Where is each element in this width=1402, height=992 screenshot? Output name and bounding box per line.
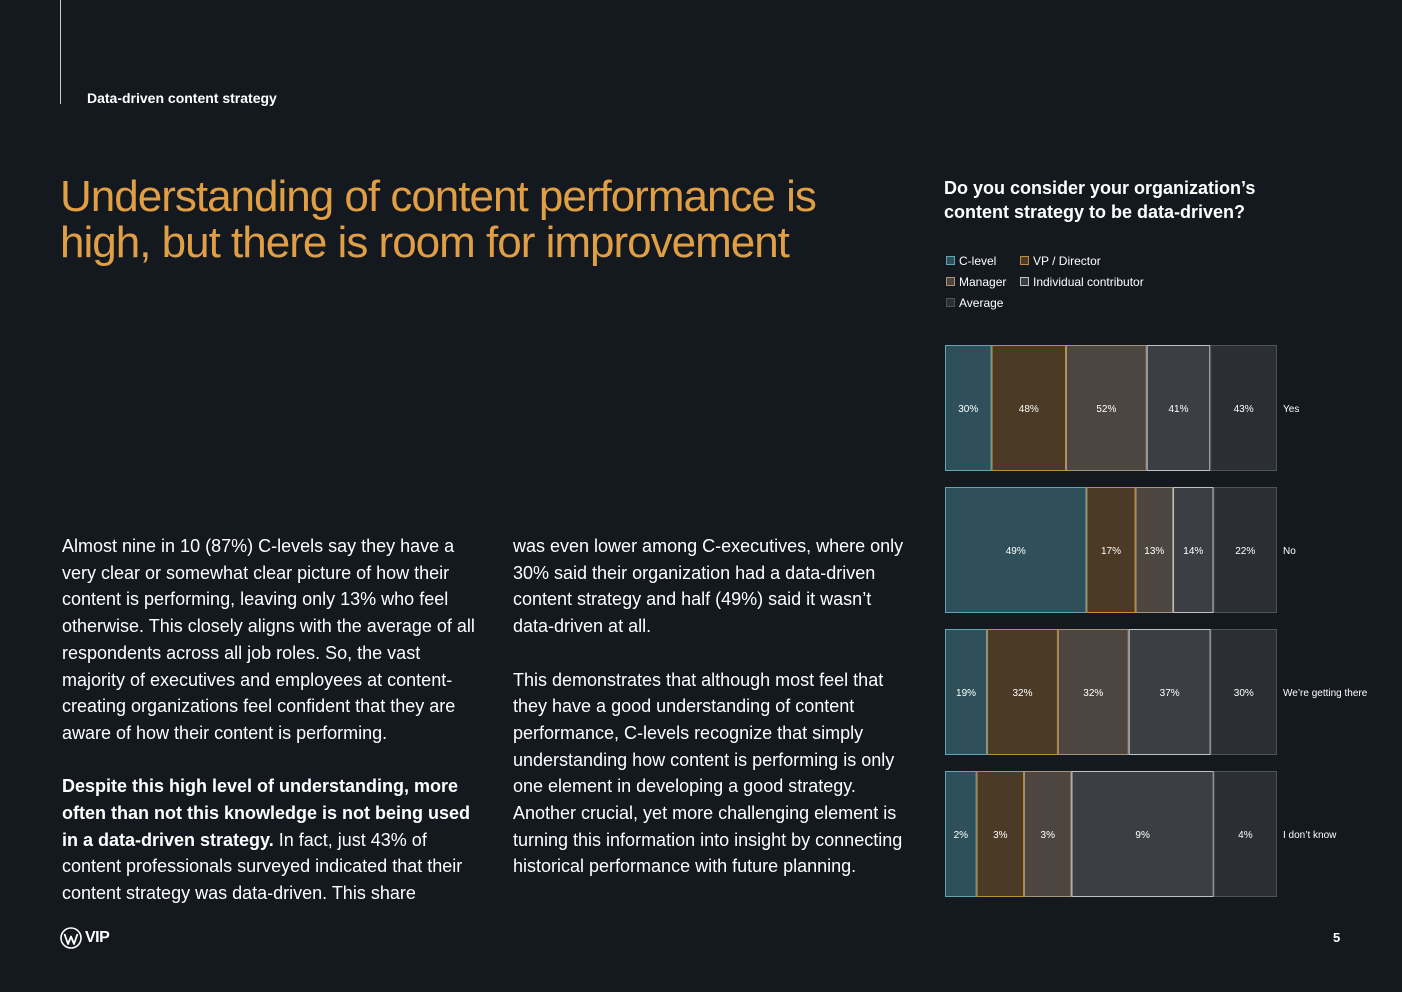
data-label: 32% [1012,688,1033,699]
category-label: Yes [1283,404,1300,415]
legend-label: Individual contributor [1033,274,1144,289]
category-label: No [1283,546,1296,557]
body-emphasis: Despite this high level of understanding, more often than not this knowledge is not being used in a data-driven strategy. [62,776,470,850]
data-label: 3% [993,830,1008,841]
footer-logo [60,927,109,949]
section-label: Data-driven content strategy [87,90,277,106]
legend-label: VP / Director [1033,253,1101,268]
category-label: We’re getting there [1283,688,1368,699]
body-paragraph: Almost nine in 10 (87%) C-levels say they have a very clear or somewhat clear picture of how their content is performing, leaving only 13% who feel otherwise. This closely aligns with the average of all respondents across all job roles. So, the vast majority of executives and employees at content-creating organizations feel confident that they are aware of how their content is performing. [62,536,475,743]
data-label: 3% [1040,830,1055,841]
data-label: 14% [1183,546,1204,557]
data-label: 52% [1096,404,1117,415]
body-paragraph: This demonstrates that although most feel that they have a good understanding of content performance, C-levels recognize that simply understanding how content is performing is only one element in developing a good strategy. Another crucial, yet more challenging element is turning this information into insight by connecting historical performance with future planning. [513,669,903,877]
data-label: 37% [1159,688,1180,699]
data-label: 32% [1083,688,1104,699]
data-label: 9% [1135,830,1150,841]
data-label: 13% [1144,546,1165,557]
page-headline: Understanding of content performance is high, but there is room for improvement [60,172,816,267]
data-label: 43% [1233,404,1254,415]
data-label: 2% [953,830,969,841]
legend-label: Manager [959,274,1007,289]
data-label: 30% [958,404,979,415]
data-label: 30% [1233,688,1254,699]
body-paragraph: was even lower among C-executives, where only 30% said their organization had a data-driven content strategy and half (49%) said it wasn’t data-driven at all. [513,536,904,637]
wordpress-logo-icon [60,927,82,949]
chart-title: Do you consider your organization’s content strategy to be data-driven? [944,178,1256,222]
data-label: 17% [1100,546,1122,557]
data-label: 48% [1018,404,1039,415]
body-text: In fact, just 43% of content professionals surveyed indicated that their content strategy was data-driven. This share [62,829,463,904]
data-label: 22% [1235,546,1256,557]
data-label: 41% [1168,404,1189,415]
data-label: 49% [1005,546,1026,557]
data-label: 4% [1238,830,1253,841]
data-label: 19% [956,688,977,699]
page-number: 5 [1333,930,1341,945]
legend-label: Average [959,295,1004,310]
legend-label: C-level [959,253,997,268]
category-label: I don’t know [1283,830,1337,841]
logo-text: VIP [85,929,110,946]
